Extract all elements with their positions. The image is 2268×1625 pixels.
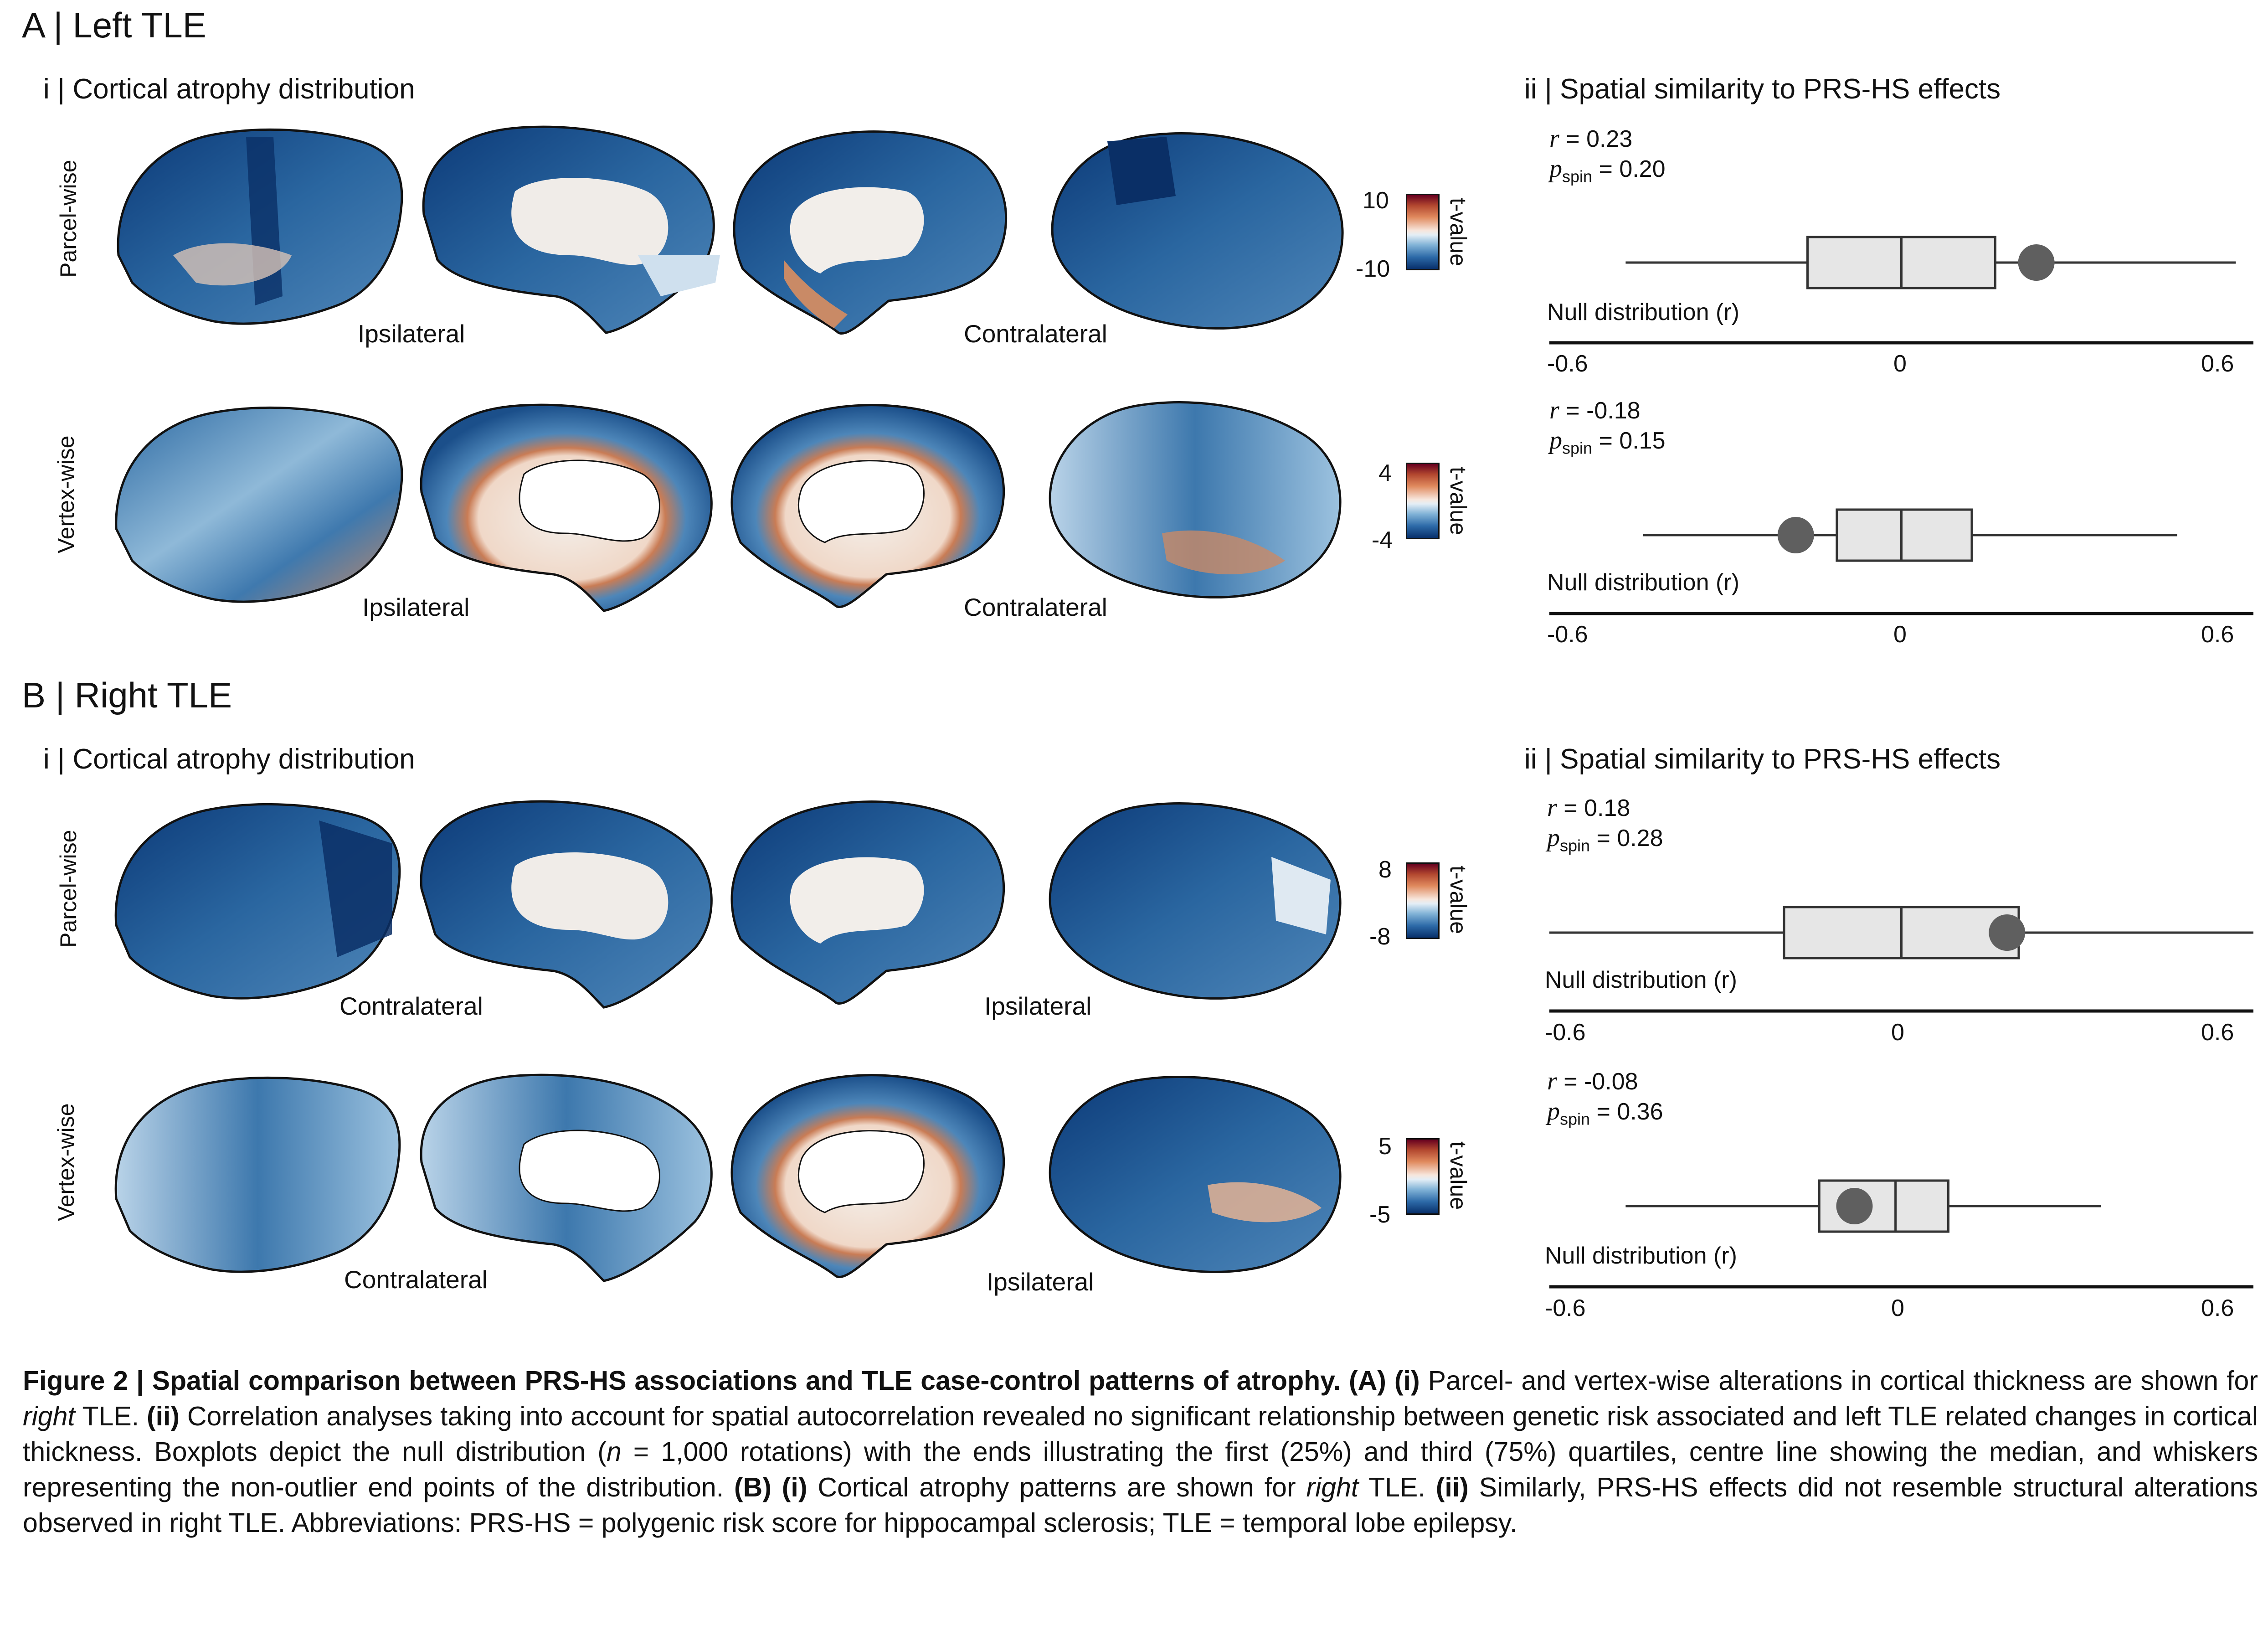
caption-text-3: Correlation analyses taking into account for spatial autocorrelation revealed no significant relationship between genetic risk associated and left TLE related changes in cortical thickness. Boxplots depict the null distribution ( xyxy=(23,1401,2258,1467)
tick-a2-min: -0.6 xyxy=(1547,621,1588,648)
view-label-b-parcel-right: Ipsilateral xyxy=(984,992,1092,1020)
panel-b-right-subtitle: ii | Spatial similarity to PRS-HS effects xyxy=(1524,743,2001,775)
tick-a1-max: 0.6 xyxy=(2201,351,2234,377)
caption-b-ii: (ii) xyxy=(1435,1472,1469,1502)
view-label-b-vertex-right: Ipsilateral xyxy=(987,1268,1094,1296)
colorbar-b-vertex-label: t-value xyxy=(1445,1141,1471,1210)
panel-b-title: B | Right TLE xyxy=(22,675,232,715)
observed-r-point xyxy=(1989,914,2025,951)
observed-r-point xyxy=(1836,1188,1873,1224)
observed-r-point xyxy=(2018,244,2055,281)
stat-b1-r: r = 0.18 xyxy=(1547,794,1630,822)
caption-a-ii: (ii) xyxy=(146,1401,180,1431)
stat-a2-r: r = -0.18 xyxy=(1549,396,1641,424)
caption-text-4: = 1,000 rotations) with the ends illustrating the first (25%) and third (75%) quartiles, centre line showing the median, and whiskers representing the non-outlier end points of the distribution. xyxy=(23,1437,2258,1502)
caption-text-2: TLE. xyxy=(75,1401,147,1431)
tick-b1-zero: 0 xyxy=(1891,1019,1904,1046)
tick-a2-max: 0.6 xyxy=(2201,621,2234,648)
tick-b2-min: -0.6 xyxy=(1545,1295,1586,1321)
colorbar-b-vertex-max: 5 xyxy=(1378,1133,1392,1160)
tick-b2-max: 0.6 xyxy=(2201,1295,2234,1321)
row-label-parcel-b: Parcel-wise xyxy=(56,830,81,948)
view-label-b-parcel-left: Contralateral xyxy=(339,992,483,1020)
colorbar-b-parcel-max: 8 xyxy=(1378,856,1392,883)
view-label-a-vertex-left: Ipsilateral xyxy=(362,593,470,621)
caption-fig-label: Figure 2 | Spatial comparison between PRS-HS associations and TLE case-control patterns of atrophy. xyxy=(23,1366,1341,1396)
observed-r-point xyxy=(1778,517,1814,553)
view-label-b-vertex-left: Contralateral xyxy=(344,1265,488,1294)
panel-a-title: A | Left TLE xyxy=(22,5,206,45)
caption-text-7: Similarly, PRS-HS effects did not resemble structural alterations observed in right TLE. Abbreviations: PRS-HS = polygenic risk score for hippocampal sclerosis; TLE = temporal lobe epilepsy. xyxy=(23,1472,2258,1538)
tick-a1-zero: 0 xyxy=(1893,351,1907,377)
stat-b2-r: r = -0.08 xyxy=(1547,1067,1638,1095)
colorbar-a-parcel-max: 10 xyxy=(1363,187,1389,214)
stat-a1-r: r = 0.23 xyxy=(1549,124,1633,153)
panel-b-left-subtitle: i | Cortical atrophy distribution xyxy=(43,743,415,775)
colorbar-a-parcel-label: t-value xyxy=(1445,197,1471,267)
panel-a-left-subtitle: i | Cortical atrophy distribution xyxy=(43,73,415,105)
view-label-a-parcel-left: Ipsilateral xyxy=(358,320,465,348)
caption-text-6: TLE. xyxy=(1358,1472,1436,1502)
colorbar-a-vertex-min: -4 xyxy=(1372,527,1393,553)
view-label-a-parcel-right: Contralateral xyxy=(964,320,1107,348)
row-label-vertex-b: Vertex-wise xyxy=(53,1103,79,1221)
tick-b1-min: -0.6 xyxy=(1545,1019,1586,1046)
iqr-box xyxy=(1837,510,1972,561)
panel-a-right-subtitle: ii | Spatial similarity to PRS-HS effects xyxy=(1524,73,2001,105)
axis-title-b2: Null distribution (r) xyxy=(1545,1243,1737,1269)
stat-a1-p: $p_{spin} = 0.20$ xyxy=(1549,155,1666,186)
tick-a1-min: -0.6 xyxy=(1547,351,1588,377)
tick-a2-zero: 0 xyxy=(1893,621,1907,648)
row-label-parcel-a: Parcel-wise xyxy=(56,160,81,278)
axis-title-a1: Null distribution (r) xyxy=(1547,299,1739,325)
view-label-a-vertex-right: Contralateral xyxy=(964,593,1107,621)
caption-a-i: (i) xyxy=(1394,1366,1420,1396)
caption-a-label: (A) xyxy=(1348,1366,1386,1396)
stat-b2-p: $p_{spin} = 0.36$ xyxy=(1547,1097,1663,1129)
caption-text-1: Parcel- and vertex-wise alterations in cortical thickness are shown for xyxy=(1419,1366,2258,1396)
colorbar-a-vertex-max: 4 xyxy=(1378,460,1392,486)
colorbar-a-vertex-label: t-value xyxy=(1445,466,1471,536)
figure-caption xyxy=(23,1363,2258,1541)
tick-b1-max: 0.6 xyxy=(2201,1019,2234,1046)
caption-right-1: right xyxy=(23,1401,75,1431)
colorbar-b-parcel-min: -8 xyxy=(1369,923,1391,950)
stat-a2-p: $p_{spin} = 0.15$ xyxy=(1549,426,1666,458)
caption-n: n xyxy=(606,1437,622,1467)
caption-b-i: (i) xyxy=(782,1472,807,1502)
colorbar-a-parcel-min: -10 xyxy=(1356,256,1390,282)
colorbar-b-vertex-min: -5 xyxy=(1369,1202,1391,1228)
caption-text-5: Cortical atrophy patterns are shown for xyxy=(807,1472,1306,1502)
tick-b2-zero: 0 xyxy=(1891,1295,1904,1321)
colorbar-b-parcel-label: t-value xyxy=(1445,865,1471,934)
axis-title-b1: Null distribution (r) xyxy=(1545,967,1737,993)
caption-b-label: (B) xyxy=(734,1472,771,1502)
row-label-vertex-a: Vertex-wise xyxy=(53,435,79,553)
caption-right-2: right xyxy=(1306,1472,1359,1502)
stat-b1-p: $p_{spin} = 0.28$ xyxy=(1547,824,1663,855)
axis-title-a2: Null distribution (r) xyxy=(1547,569,1739,596)
